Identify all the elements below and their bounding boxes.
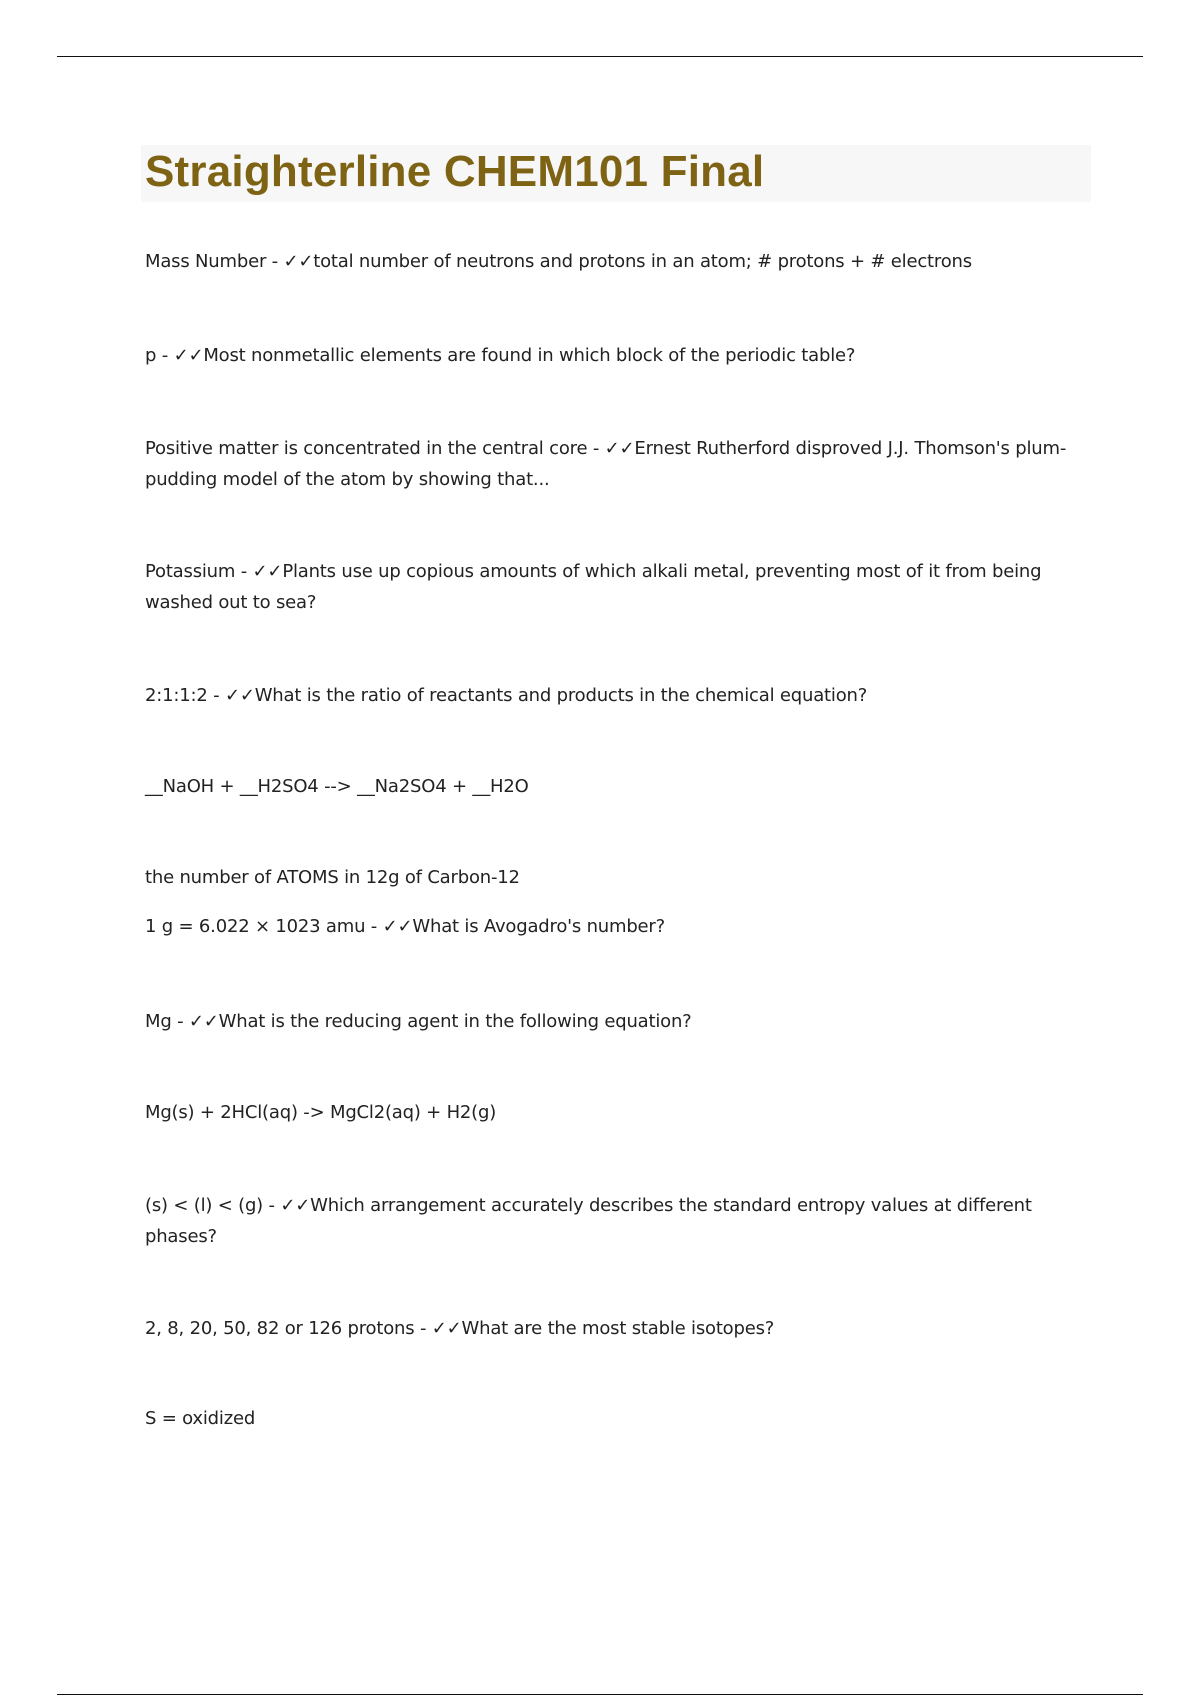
qa-entropy: (s) < (l) < (g) - ✓✓Which arrangement accurately describes the standard entropy values at different phases? [145, 1195, 1032, 1247]
document-title: Straighterline CHEM101 Final [145, 147, 765, 196]
equation-mg: Mg(s) + 2HCl(aq) -> MgCl2(aq) + H2(g) [145, 1102, 497, 1123]
qa-ratio: 2:1:1:2 - ✓✓What is the ratio of reactants and products in the chemical equation? [145, 685, 868, 706]
qa-reducing-agent: Mg - ✓✓What is the reducing agent in the following equation? [145, 1011, 692, 1032]
qa-mass-number: Mass Number - ✓✓total number of neutrons and protons in an atom; # protons + # electrons [145, 251, 972, 272]
qa-stable-isotopes: 2, 8, 20, 50, 82 or 126 protons - ✓✓What are the most stable isotopes? [145, 1318, 775, 1339]
top-rule [57, 56, 1143, 57]
qa-avogadro: 1 g = 6.022 × 1023 amu - ✓✓What is Avogadro's number? [145, 916, 665, 937]
text-carbon-12: the number of ATOMS in 12g of Carbon-12 [145, 867, 520, 888]
equation-naoh: __NaOH + __H2SO4 --> __Na2SO4 + __H2O [145, 776, 529, 797]
bottom-rule [57, 1694, 1143, 1695]
text-s-oxidized: S = oxidized [145, 1408, 256, 1429]
qa-nonmetallic-block: p - ✓✓Most nonmetallic elements are found in which block of the periodic table? [145, 345, 856, 366]
qa-rutherford: Positive matter is concentrated in the central core - ✓✓Ernest Rutherford disproved J.J. Thomson's plum-pudding model of the atom by showing that... [145, 438, 1067, 490]
qa-potassium: Potassium - ✓✓Plants use up copious amounts of which alkali metal, preventing most of it from being washed out to sea? [145, 561, 1042, 613]
